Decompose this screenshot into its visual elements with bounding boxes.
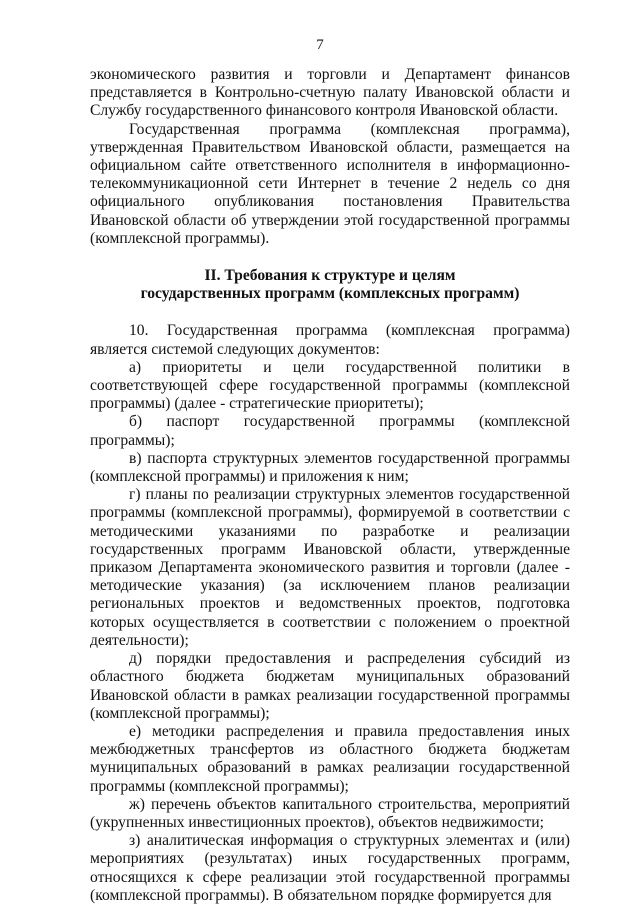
section-heading: [90, 267, 570, 303]
paragraph-continuation: экономического развития и торговли и Департамент финансов представляется в Контрольно-счетную палату Ивановской области и Службу государственного финансового контроля Ивановской области.: [90, 66, 570, 120]
list-item-e: е) методики распределения и правила предоставления иных межбюджетных трансфертов из областного бюджета бюджетам муниципальных образований в рамках реализации государственной программы (комплексной программы);: [90, 722, 570, 795]
list-item-g: г) планы по реализации структурных элементов государственной программы (комплексной программы), формируемой в соответствии с методическими указаниями по разработке и реализации государственных программ Ивановской области, утвержденные приказом Департамента экономического развития и торговли (далее - методические указания) (за исключением планов реализации региональных проектов и ведомственных проектов, подготовка которых осуществляется в соответствии с положением о проектной деятельности);: [90, 486, 570, 649]
document-body: [90, 66, 570, 905]
page-number: 7: [316, 37, 324, 53]
paragraph-publication: Государственная программа (комплексная программа), утвержденная Правительством Ивановской области, размещается на официальном сайте ответственного исполнителя в информационно-телекоммуникационной сети Интернет в течение 2 недель со дня официального опубликования постановления Правительства Ивановской области об утверждении этой государственной программы (комплексной программы).: [90, 120, 570, 247]
list-item-b: б) паспорт государственной программы (комплексной программы);: [90, 413, 570, 449]
list-item-v: в) паспорта структурных элементов государственной программы (комплексной программы) и приложения к ним;: [90, 449, 570, 486]
list-item-z: з) аналитическая информация о структурных элементах и (или) мероприятиях (результатах) иных государственных программ, относящихся к сфере реализации этой государственной программы (комплексной программы). В обязательном порядке формируется для: [90, 832, 570, 904]
list-item-d: д) порядки предоставления и распределения субсидий из областного бюджета бюджетам муниципальных образований Ивановской области в рамках реализации государственной программы (комплексной программы);: [90, 650, 570, 722]
section-heading-line-1: II. Требования к структуре и целям: [204, 267, 456, 285]
list-item-a: а) приоритеты и цели государственной политики в соответствующей сфере государственной программы (комплексной программы) (далее - стратегические приоритеты);: [90, 358, 570, 413]
section-heading-line-2: государственных программ (комплексных программ): [140, 285, 520, 303]
list-item-zh: ж) перечень объектов капитального строительства, мероприятий (укрупненных инвестиционных проектов), объектов недвижимости;: [90, 795, 570, 831]
paragraph-item-10: 10. Государственная программа (комплексная программа) является системой следующих документов:: [90, 322, 570, 358]
